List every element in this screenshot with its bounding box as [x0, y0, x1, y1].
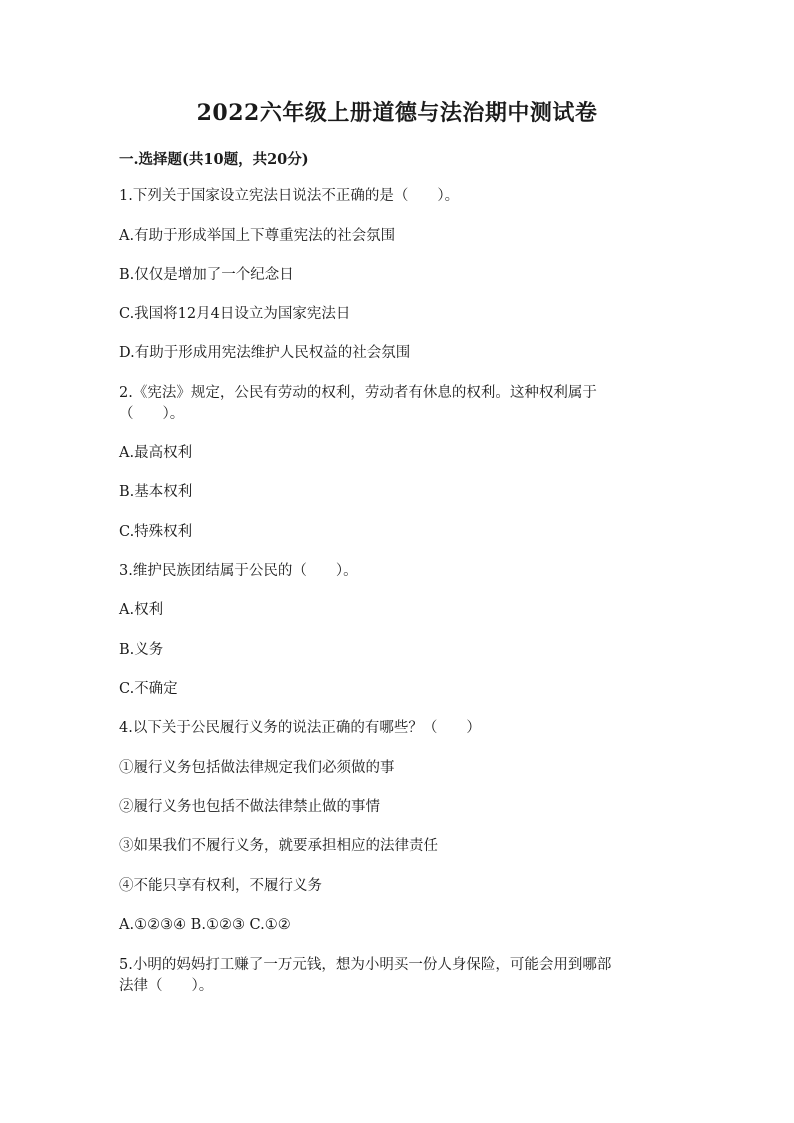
- q2-option-a: A.最高权利: [119, 445, 193, 461]
- page-title: 2022六年级上册道德与法治期中测试卷: [196, 100, 598, 126]
- q4-statement-2: ②履行义务也包括不做法律禁止做的事情: [119, 799, 380, 815]
- question-2-line-1: 2.《宪法》规定，公民有劳动的权利，劳动者有休息的权利。这种权利属于: [119, 385, 597, 401]
- q3-option-c: C.不确定: [119, 681, 178, 697]
- q4-statement-3: ③如果我们不履行义务，就要承担相应的法律责任: [119, 838, 438, 854]
- q1-option-a: A.有助于形成举国上下尊重宪法的社会氛围: [119, 228, 396, 244]
- question-2-line-2: （ ）。: [119, 406, 185, 422]
- q3-option-b: B.义务: [119, 642, 164, 658]
- q2-option-b: B.基本权利: [119, 484, 193, 500]
- question-3: 3.维护民族团结属于公民的（ ）。: [119, 563, 358, 579]
- question-5-line-1: 5.小明的妈妈打工赚了一万元钱，想为小明买一份人身保险，可能会用到哪部: [119, 957, 612, 973]
- question-1: 1.下列关于国家设立宪法日说法不正确的是（ ）。: [119, 188, 460, 204]
- q4-statement-1: ①履行义务包括做法律规定我们必须做的事: [119, 760, 395, 776]
- q2-option-c: C.特殊权利: [119, 524, 193, 540]
- question-4: 4.以下关于公民履行义务的说法正确的有哪些？（ ）: [119, 720, 481, 736]
- q1-option-c: C.我国将12月4日设立为国家宪法日: [119, 306, 351, 322]
- q4-options: A.①②③④ B.①②③ C.①②: [119, 917, 291, 933]
- q1-option-d: D.有助于形成用宪法维护人民权益的社会氛围: [119, 345, 411, 361]
- q3-option-a: A.权利: [119, 602, 164, 618]
- q4-statement-4: ④不能只享有权利，不履行义务: [119, 878, 322, 894]
- q1-option-b: B.仅仅是增加了一个纪念日: [119, 267, 294, 283]
- section-heading: 一.选择题(共10题，共20分): [119, 151, 309, 168]
- question-5-line-2: 法律（ ）。: [119, 978, 214, 994]
